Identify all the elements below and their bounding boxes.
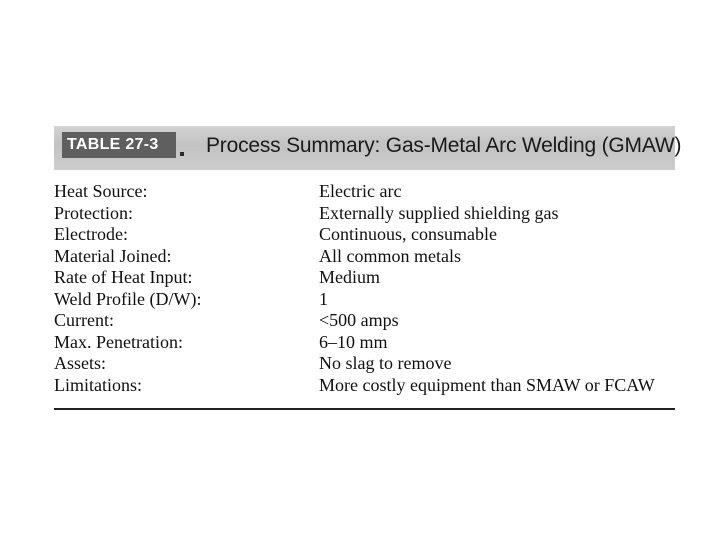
table-row-electrode bbox=[54, 224, 675, 246]
row-label: Max. Penetration: bbox=[54, 331, 183, 352]
table-row-current bbox=[54, 310, 675, 332]
row-label: Rate of Heat Input: bbox=[54, 267, 193, 287]
row-value: Continuous, consumable bbox=[319, 224, 497, 244]
row-value: All common metals bbox=[319, 245, 461, 266]
table-row-assets bbox=[54, 353, 675, 375]
row-value: <500 amps bbox=[319, 310, 399, 330]
table-row-weld-profile bbox=[54, 289, 675, 311]
row-value: More costly equipment than SMAW or FCAW bbox=[319, 374, 655, 395]
table-bottom-rule bbox=[54, 408, 675, 410]
table-row-rate-of-heat-input bbox=[54, 267, 675, 289]
row-label: Weld Profile (D/W): bbox=[54, 288, 202, 309]
table-row-material-joined bbox=[54, 246, 675, 268]
row-value: Medium bbox=[319, 267, 380, 287]
row-label: Heat Source: bbox=[54, 181, 148, 201]
row-label: Material Joined: bbox=[54, 245, 172, 266]
row-value: Electric arc bbox=[319, 181, 402, 201]
row-label: Limitations: bbox=[54, 374, 142, 395]
table-row-heat-source bbox=[54, 181, 675, 203]
table-row-max-penetration bbox=[54, 332, 675, 354]
table-title: Process Summary: Gas-Metal Arc Welding (GMAW) bbox=[206, 134, 682, 157]
table-row-limitations bbox=[54, 375, 675, 397]
row-value: No slag to remove bbox=[319, 353, 452, 373]
row-label: Electrode: bbox=[54, 224, 128, 244]
row-label: Current: bbox=[54, 310, 114, 330]
table-number-badge: TABLE 27-3 bbox=[62, 132, 176, 158]
table-row-protection bbox=[54, 203, 675, 225]
row-value: 1 bbox=[319, 288, 328, 309]
row-label: Assets: bbox=[54, 353, 107, 373]
table-body bbox=[54, 181, 675, 396]
row-value: 6–10 mm bbox=[319, 331, 388, 352]
badge-separator-dot bbox=[180, 152, 184, 156]
row-value: Externally supplied shielding gas bbox=[319, 202, 559, 223]
row-label: Protection: bbox=[54, 202, 133, 223]
